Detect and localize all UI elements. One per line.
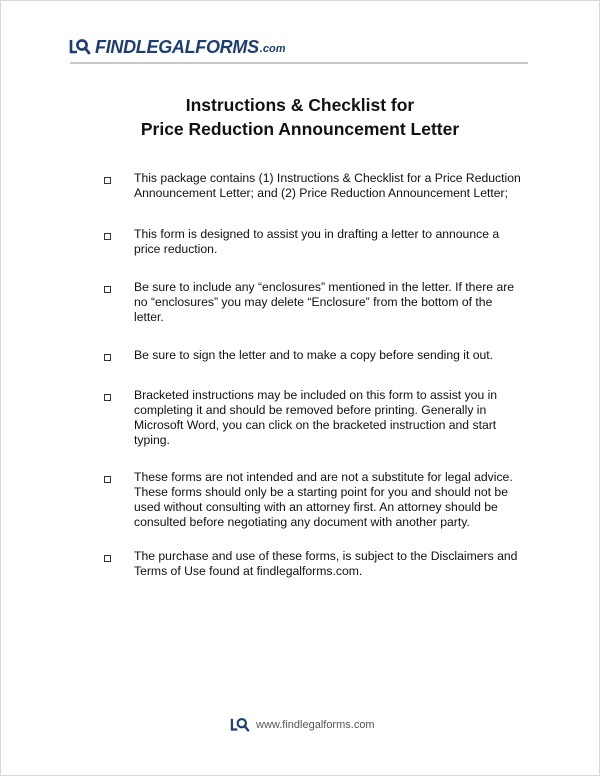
document-title-line-1: Instructions & Checklist for (185, 95, 415, 115)
checklist-item-5 (104, 388, 524, 448)
checklist-item-3 (104, 280, 524, 325)
checkbox-icon[interactable] (104, 476, 111, 483)
checklist-item-text: This form is designed to assist you in drafting a letter to announce a price reduction. (134, 227, 500, 257)
magnifier-q-icon (69, 37, 91, 57)
checklist-item-7 (104, 549, 524, 579)
checkbox-icon[interactable] (104, 286, 111, 293)
checklist-item-text: This package contains (1) Instructions & Checklist for a Price Reduction Announcement Letter; and (2) Price Reduction Announcement Letter; (134, 171, 521, 201)
footer (230, 716, 375, 734)
checklist-item-1 (104, 171, 524, 201)
footer-url-link[interactable]: www.findlegalforms.com (256, 719, 375, 731)
checkbox-icon[interactable] (104, 354, 111, 361)
checkbox-icon[interactable] (104, 555, 111, 562)
checklist-item-text: Be sure to include any “enclosures” mentioned in the letter. If there are no “enclosures” you may delete “Enclosure” from the bottom of the letter. (134, 280, 515, 325)
checkbox-icon[interactable] (104, 233, 111, 240)
magnifier-q-icon (230, 716, 250, 734)
checkbox-icon[interactable] (104, 394, 111, 401)
header-logo[interactable] (69, 36, 285, 58)
checklist-item-text: Bracketed instructions may be included on this form to assist you in completing it and should be removed before printing. Generally in Microsoft Word, you can click on the bracketed instruction and start typing. (134, 388, 498, 448)
header-divider (70, 62, 528, 64)
brand-tld: .com (259, 43, 286, 55)
document-title-line-2: Price Reduction Announcement Letter (140, 119, 460, 139)
checklist-item-4 (104, 348, 524, 363)
brand-name: FINDLEGALFORMS (95, 37, 259, 57)
checklist-item-text: Be sure to sign the letter and to make a copy before sending it out. (134, 348, 494, 362)
checklist-item-text: These forms are not intended and are not a substitute for legal advice. These forms should only be a starting point for you and should not be used without consulting with an attorney first. An attorney should be consulted before negotiating any document with another party. (134, 470, 513, 530)
checklist-item-2 (104, 227, 524, 257)
checkbox-icon[interactable] (104, 177, 111, 184)
checklist-item-6 (104, 470, 524, 530)
checklist-item-text: The purchase and use of these forms, is subject to the Disclaimers and Terms of Use found at findlegalforms.com. (134, 549, 518, 579)
